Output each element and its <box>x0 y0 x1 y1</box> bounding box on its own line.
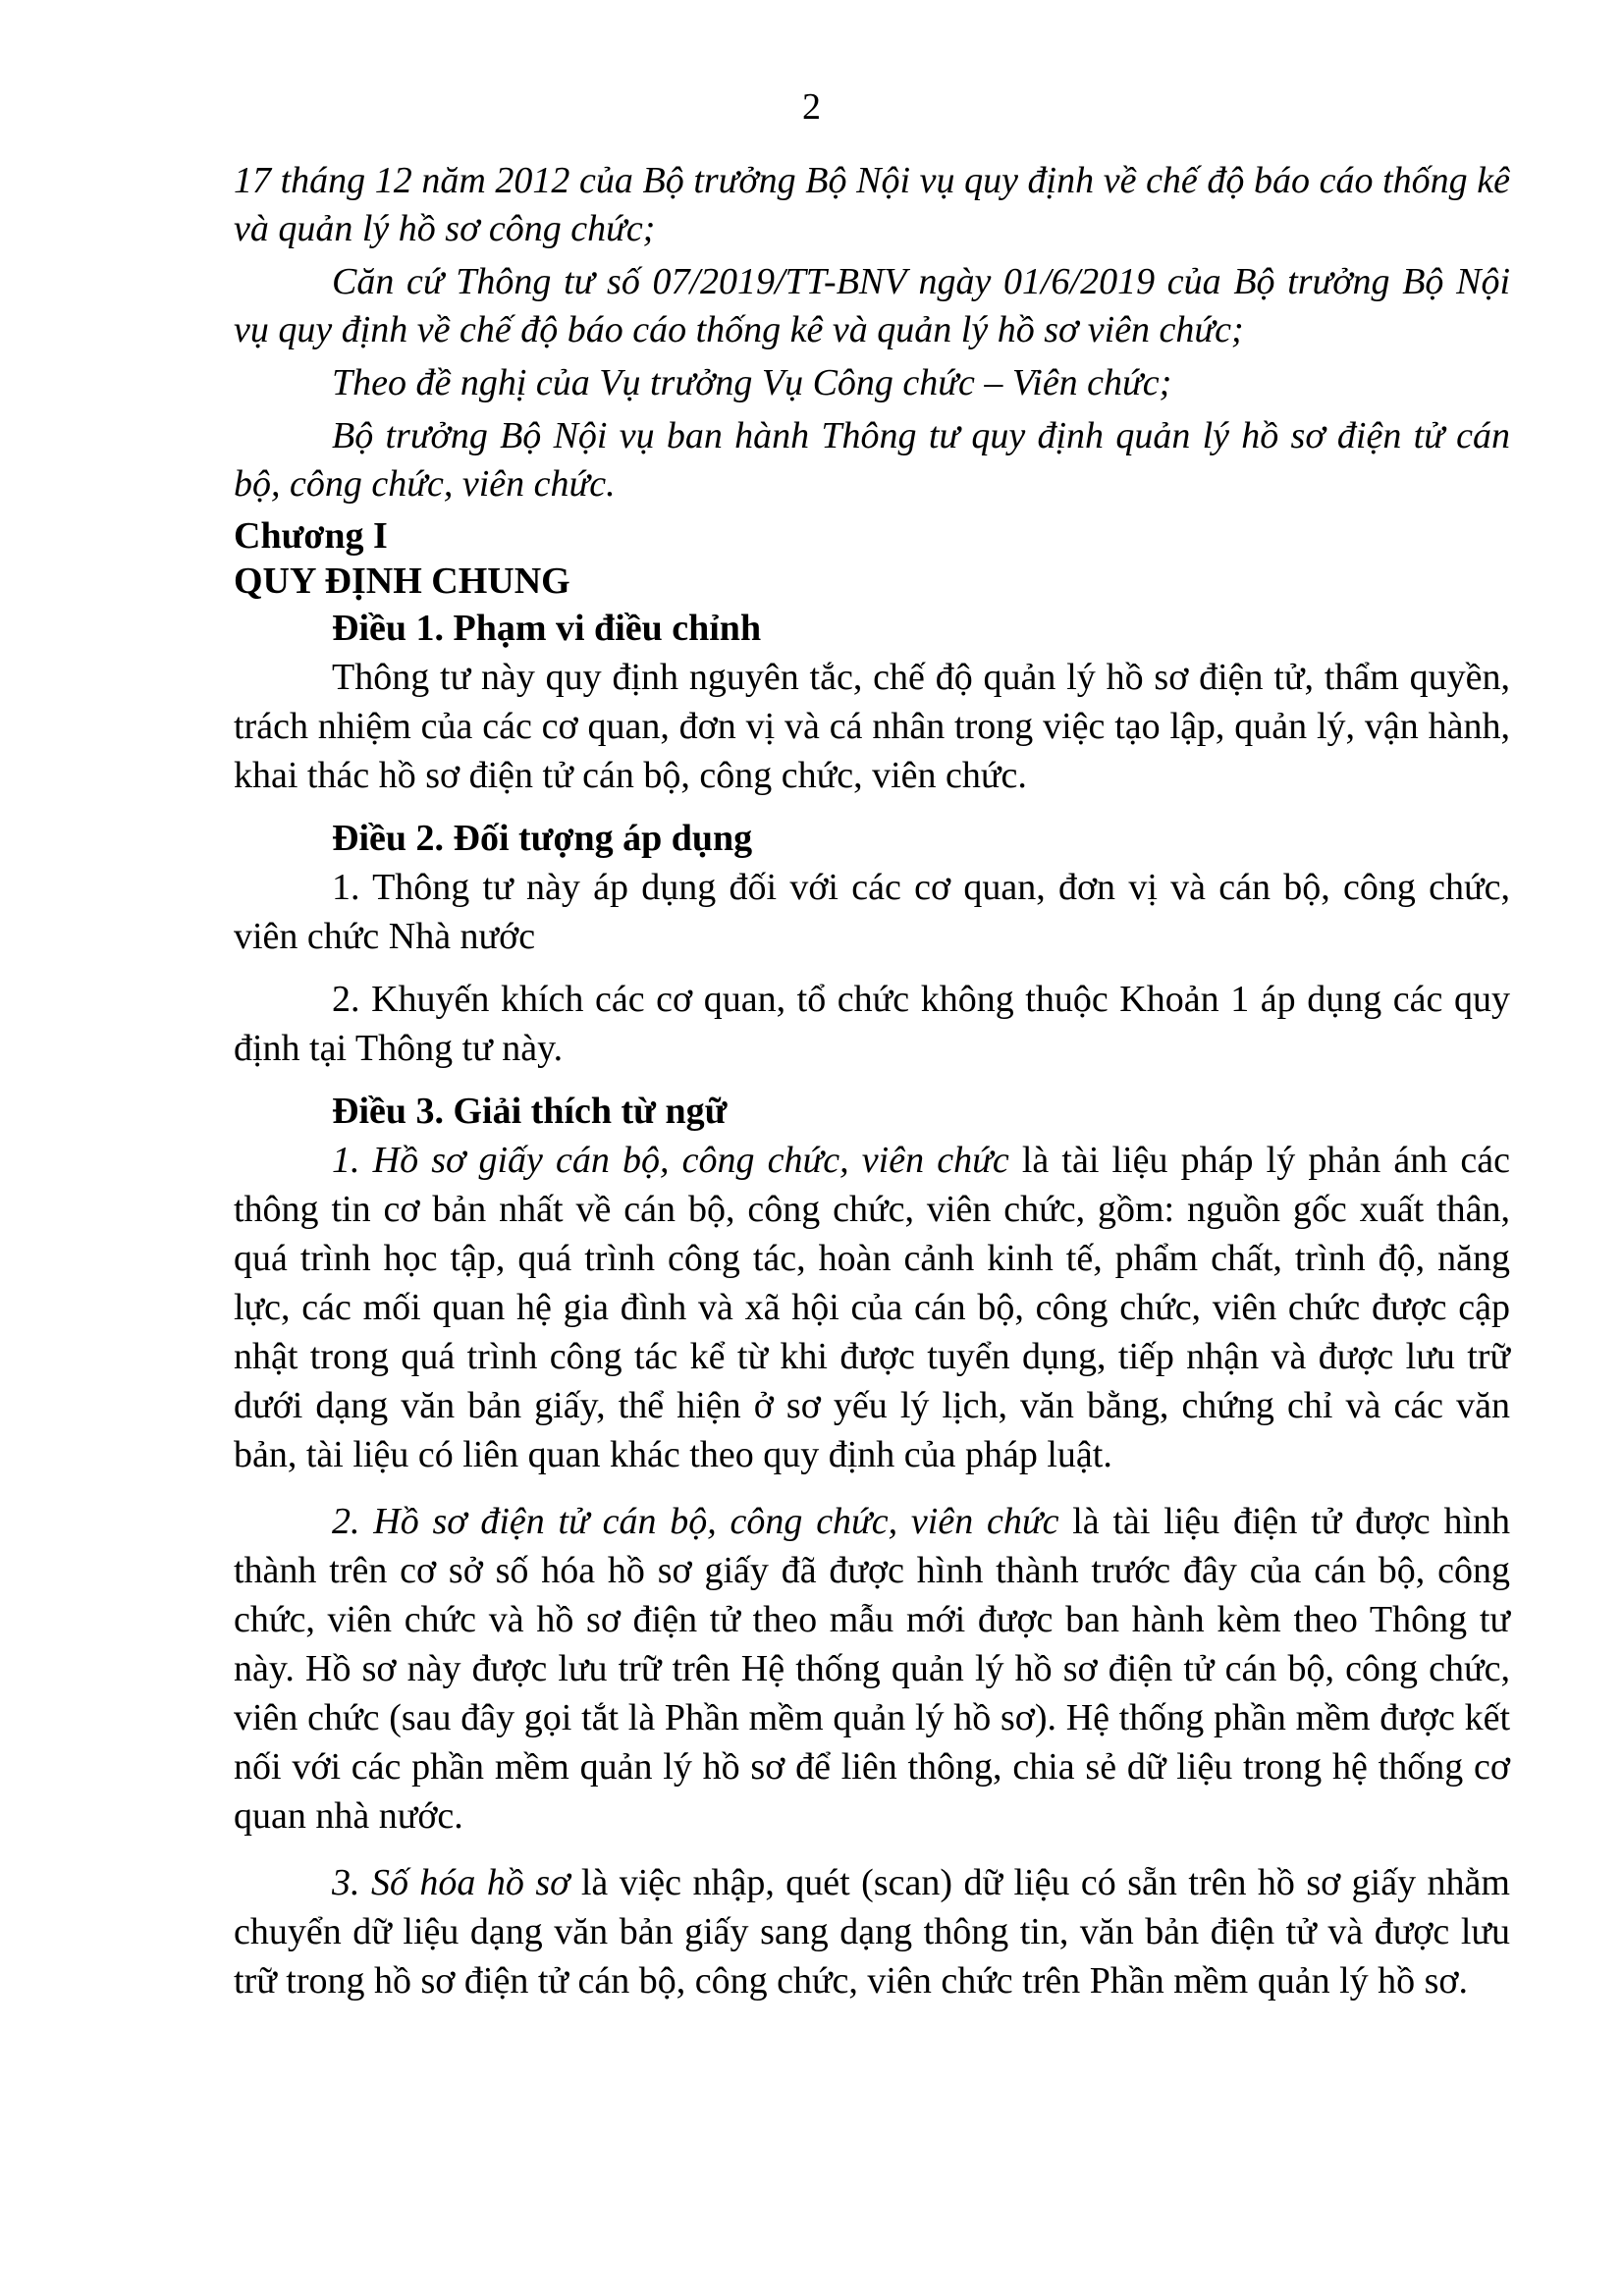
article-heading: Điều 2. Đối tượng áp dụng <box>332 818 753 859</box>
article-paragraph: 1. Thông tư này áp dụng đối với các cơ quan, đơn vị và cán bộ, công chức, viên chức Nhà nước <box>234 867 1510 957</box>
preamble-line: Bộ trưởng Bộ Nội vụ ban hành Thông tư quy định quản lý hồ sơ điện tử cán bộ, công chức, viên chức. <box>234 415 1510 505</box>
article-paragraph: Thông tư này quy định nguyên tắc, chế độ quản lý hồ sơ điện tử, thẩm quyền, trách nhiệm của các cơ quan, đơn vị và cá nhân trong việc tạo lập, quản lý, vận hành, khai thác hồ sơ điện tử cán bộ, công chức, viên chức. <box>234 657 1510 796</box>
definition-text: là việc nhập, quét (scan) dữ liệu có sẵn trên hồ sơ giấy nhằm chuyển dữ liệu dạng văn bản giấy sang dạng thông tin, văn bản điện tử và được lưu trữ trong hồ sơ điện tử cán bộ, công chức, viên chức trên Phần mềm quản lý hồ sơ. <box>234 1862 1510 2002</box>
definition-paragraph <box>234 1497 1510 1841</box>
chapter-number: Chương I <box>234 515 388 557</box>
preamble-line: Căn cứ Thông tư số 07/2019/TT-BNV ngày 01/6/2019 của Bộ trưởng Bộ Nội vụ quy định về chế độ báo cáo thống kê và quản lý hồ sơ viên chức; <box>234 261 1510 350</box>
definition-paragraph <box>234 1858 1510 2005</box>
preamble-line: 17 tháng 12 năm 2012 của Bộ trưởng Bộ Nội vụ quy định về chế độ báo cáo thống kê và quản lý hồ sơ công chức; <box>234 160 1510 249</box>
definition-term: 3. Số hóa hồ sơ <box>332 1862 570 1903</box>
preamble-line: Theo đề nghị của Vụ trưởng Vụ Công chức – Viên chức; <box>332 362 1172 403</box>
definition-term: 1. Hồ sơ giấy cán bộ, công chức, viên chức <box>332 1140 1009 1181</box>
definition-text: là tài liệu pháp lý phản ánh các thông tin cơ bản nhất về cán bộ, công chức, viên chức, gồm: nguồn gốc xuất thân, quá trình học tập, quá trình công tác, hoàn cảnh kinh tế, phẩm chất, trình độ, năng lực, các mối quan hệ gia đình và xã hội của cán bộ, công chức, viên chức được cập nhật trong quá trình công tác kể từ khi được tuyển dụng, tiếp nhận và được lưu trữ dưới dạng văn bản giấy, thể hiện ở sơ yếu lý lịch, văn bằng, chứng chỉ và các văn bản, tài liệu có liên quan khác theo quy định của pháp luật. <box>234 1140 1510 1475</box>
document-body <box>234 157 1510 2019</box>
article-heading: Điều 1. Phạm vi điều chỉnh <box>332 608 762 649</box>
definition-term: 2. Hồ sơ điện tử cán bộ, công chức, viên chức <box>332 1501 1059 1542</box>
article-heading: Điều 3. Giải thích từ ngữ <box>332 1091 728 1132</box>
preamble <box>234 157 1510 508</box>
article-paragraph: 2. Khuyến khích các cơ quan, tổ chức không thuộc Khoản 1 áp dụng các quy định tại Thông tư này. <box>234 979 1510 1069</box>
page-number: 2 <box>802 86 821 128</box>
chapter-title: QUY ĐỊNH CHUNG <box>234 561 570 602</box>
definition-paragraph <box>234 1136 1510 1479</box>
definition-text: là tài liệu điện tử được hình thành trên cơ sở số hóa hồ sơ giấy đã được hình thành trước đây của cán bộ, công chức, viên chức và hồ sơ điện tử theo mẫu mới được ban hành kèm theo Thông tư này. Hồ sơ này được lưu trữ trên Hệ thống quản lý hồ sơ điện tử cán bộ, công chức, viên chức (sau đây gọi tắt là Phần mềm quản lý hồ sơ). Hệ thống phần mềm được kết nối với các phần mềm quản lý hồ sơ để liên thông, chia sẻ dữ liệu trong hệ thống cơ quan nhà nước. <box>234 1501 1511 1837</box>
